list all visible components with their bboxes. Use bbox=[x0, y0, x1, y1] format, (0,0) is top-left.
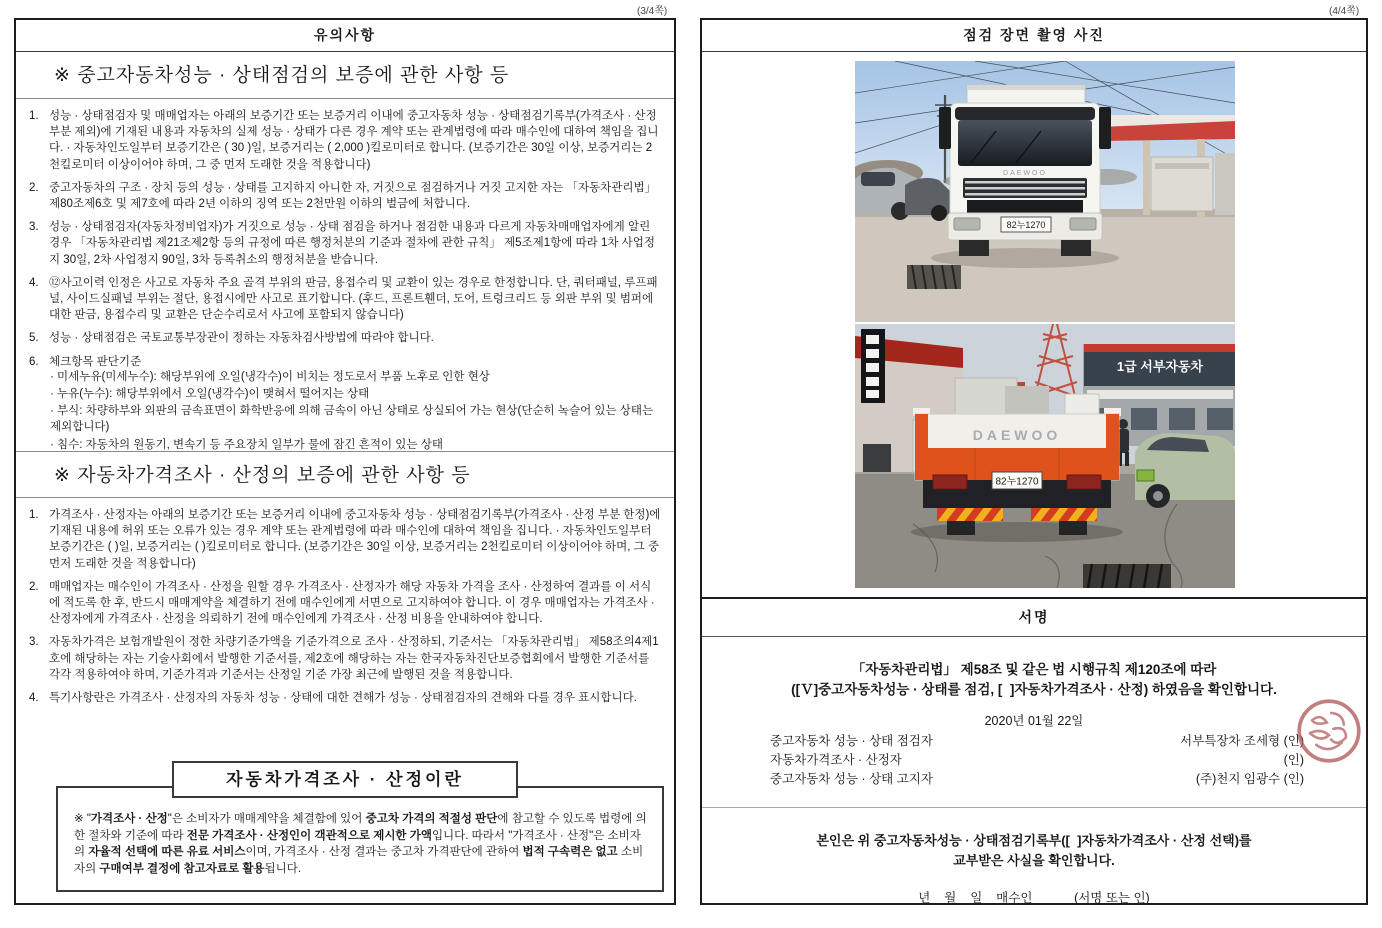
signer-row-inspector bbox=[702, 732, 1366, 751]
signer-name: (주)천지 임광수 (인) bbox=[1195, 772, 1304, 786]
criteria-item: · 누유(누수): 해당부위에서 오일(냉각수)이 맺혀서 떨어지는 상태 bbox=[50, 388, 370, 401]
item-text: 자동차가격은 보험개발원이 정한 차량기준가액을 기준가격으로 조사 · 산정하되, 기준서는 「자동차관리법」 제58조의4제1호에 해당하는 자는 기술사회에서 발행한 기준서를, 제2호에 해당하는 자는 한국자동차진단보증협회에서 발행한 기준서를 각각 적용하여야 하며, 기준가격과 기준서는 산정일 기준 가장 최근에 발행된 것을 적용합니다. bbox=[49, 636, 659, 681]
truck-front-photo bbox=[855, 61, 1235, 322]
signer-role: 중고자동차 성능 · 상태 고지자 bbox=[770, 772, 933, 786]
page-precautions bbox=[14, 18, 676, 905]
signature-body bbox=[702, 637, 1366, 808]
rear-wheel-right bbox=[1059, 521, 1087, 535]
item-number: 1. bbox=[29, 509, 39, 521]
inspector-seal-stamp bbox=[1295, 697, 1363, 765]
item-text: 성능 · 상태점검은 국토교통부장관이 정하는 자동차검사방법에 따라야 합니다. bbox=[49, 332, 434, 345]
buyer-confirmation bbox=[702, 808, 1366, 906]
price-item-2 bbox=[26, 579, 662, 628]
info-box-body: ※ "가격조사 · 산정"은 소비자가 매매계약을 체결함에 있어 중고차 가격의 적절성 판단에 참고할 수 있도록 법령에 의한 절차와 기준에 따라 전문 가격조사 · 산정인이 객관적으로 제시한 가액입니다. 따라서 "가격조사 · 산정"은 소비자의 자율적 선택에 따른 유료 서비스이며, 가격조사 · 산정 결과는 중고차 가격판단에 관하여 법적 구속력은 없고 소비자의 구매여부 결정에 참고자료로 활용됩니다. bbox=[56, 786, 664, 892]
tail-light-left bbox=[933, 475, 967, 489]
bed-brand-text: DAEWOO bbox=[972, 427, 1062, 443]
green-suv bbox=[1135, 433, 1235, 508]
front-wheel-right bbox=[1061, 240, 1091, 256]
notice-item-2 bbox=[26, 180, 662, 212]
left-headlight bbox=[954, 218, 980, 230]
signer-rows bbox=[702, 732, 1366, 789]
notice-item-5 bbox=[26, 330, 662, 346]
front-brand-text: DAEWOO bbox=[1003, 170, 1047, 177]
signer-row-notifier bbox=[702, 770, 1366, 789]
right-headlight bbox=[1070, 218, 1096, 230]
signer-row-appraiser bbox=[702, 751, 1366, 770]
notice-item-1 bbox=[26, 108, 662, 173]
item-text: 가격조사 · 산정자는 아래의 보증기간 또는 보증거리 이내에 중고자동차 성능 · 상태점검기록부(가격조사 · 산정 부분 한정)에 기재된 내용에 허위 또는 오류가 있는 경우 계약 또는 관계법령에 따라 매수인에 대하여 책임을 집니다. · 자동차인도일부터 보증기간은 ( )일, 보증거리는 ( )킬로미터로 합니다. (보증기간은 30일 이상, 보증거리는 2천킬로미터 이상이어야 하며, 그 중 먼저 도래한 것을 적용합니다) bbox=[49, 509, 661, 570]
front-license-plate-text: 82누1270 bbox=[1006, 220, 1046, 230]
rear-license-plate-text: 82누1270 bbox=[995, 476, 1039, 488]
buyer-confirmation-line-1: 본인은 위 중고자동차성능 · 상태점검기록부([ ]자동차가격조사 · 산정 선택)를 bbox=[816, 833, 1252, 848]
page-number-right: (4/4쪽) bbox=[1329, 6, 1360, 17]
item-number: 4. bbox=[29, 692, 39, 705]
price-survey-info bbox=[16, 755, 674, 901]
item-number: 2. bbox=[29, 580, 39, 593]
truck-rear-photo bbox=[855, 324, 1235, 588]
signature-statement-2: ([Ｖ]중고자동차성능 · 상태를 점검, [ ]자동차가격조사 · 산정) 하였음을 확인합니다. bbox=[791, 682, 1277, 697]
item-text: 성능 · 상태점검자 및 매매업자는 아래의 보증기간 또는 보증거리 이내에 중고자동차 성능 · 상태점검기록부(가격조사 · 산정 부분 제외)에 기재된 내용과 자동차의 실제 성능 · 상태가 다른 경우 계약 또는 관계법령에 따라 매수인에 대하여 책임을 집니다. · 자동차인도일부터 보증기간은 ( 30 )일, 보증거리는 ( 2,000 )킬로미터로 합니다. (보증기간은 30일 이상, 보증거리는 2천킬로미터 이상이어야 하며, 그 중 먼저 도래한 것을 적용합니다) bbox=[49, 110, 659, 171]
item-text: 중고자동차의 구조 · 장치 등의 성능 · 상태를 고지하지 아니한 자, 거짓으로 점검하거나 거짓 고지한 자는 「자동차관리법」 제80조제6호 및 제7호에 따라 2년 이하의 징역 또는 2천만원 이하의 벌금에 처합니다. bbox=[49, 181, 657, 211]
signer-role: 자동차가격조사 · 산정자 bbox=[770, 753, 902, 767]
item-number: 1. bbox=[29, 110, 39, 122]
item-text: 체크항목 판단기준 bbox=[49, 355, 142, 368]
photo-area bbox=[702, 52, 1366, 599]
signature-date: 2020년 01월 22일 bbox=[984, 714, 1084, 728]
windshield bbox=[958, 120, 1092, 166]
buyer-confirmation-line-2: 교부받은 사실을 확인합니다. bbox=[953, 853, 1115, 868]
item-text: ⑫사고이력 인정은 사고로 자동차 주요 골격 부위의 판금, 용접수리 및 교환이 있는 경우로 한정합니다. 단, 쿼터패널, 루프패널, 사이드실패널 부위는 절단, 용접시에만 사고로 표기합니다. (후드, 프론트휀더, 도어, 트렁크리드 등 외판 부위 및 범퍼에 대한 판금, 용접수리 및 교환은 단순수리로서 사고에 포함되지 않습니다) bbox=[49, 276, 658, 322]
suv-plate bbox=[1137, 470, 1154, 481]
section2-items bbox=[16, 498, 674, 755]
drain-grate bbox=[907, 265, 961, 289]
precautions-header: 유의사항 bbox=[16, 20, 674, 52]
item-text: 매매업자는 매수인이 가격조사 · 산정을 원할 경우 가격조사 · 산정자가 해당 자동차 가격을 조사 · 산정하여 결과를 이 서식에 적도록 한 후, 반드시 매매계약을 체결하기 전에 매수인에게 서면으로 고지하여야 합니다. 이 경우 매매업자는 가격조사 · 산정자에게 가격조사 · 산정을 의뢰하기 전에 매수인에게 가격조사 · 산정 비용을 안내하여야 합니다. bbox=[49, 580, 655, 626]
drain-grate-2 bbox=[1083, 564, 1171, 588]
price-item-3 bbox=[26, 634, 662, 683]
criteria-item: · 부식: 차량하부와 외판의 금속표면이 화학반응에 의해 금속이 아닌 상태로 상실되어 가는 현상(단순히 녹슬어 있는 상태는 제외합니다) bbox=[50, 405, 654, 434]
item-number: 6. bbox=[29, 355, 39, 368]
price-item-4 bbox=[26, 690, 662, 706]
notice-item-3 bbox=[26, 219, 662, 268]
info-box-title: 자동차가격조사 · 산정이란 bbox=[172, 761, 518, 798]
item-number: 2. bbox=[29, 181, 39, 194]
rear-wheel-left bbox=[947, 521, 975, 535]
section2-title: ※ 자동차가격조사 · 산정의 보증에 관한 사항 등 bbox=[16, 451, 674, 498]
item-text: 성능 · 상태점검자(자동차정비업자)가 거짓으로 성능 · 상태 점검을 하거나 점검한 내용과 다르게 자동차매매업자에게 알린 경우 「자동차관리법 제21조제2항 등의 규정에 따른 행정처분의 기준과 절차에 관한 규칙」 제5조제1항에 따라 1차 사업정지 30일, 2차 사업정지 90일, 3차 등록취소의 행정처분을 받습니다. bbox=[49, 221, 656, 266]
item-number: 3. bbox=[29, 221, 39, 234]
notice-item-6 bbox=[26, 354, 662, 370]
section1-items bbox=[16, 99, 674, 451]
criteria-item: · 미세누유(미세누수): 해당부위에 오일(냉각수)이 비치는 정도로서 부품 노후로 인한 현상 bbox=[50, 370, 490, 383]
signature-header: 서명 bbox=[702, 599, 1366, 637]
signature-statement-1: 「자동차관리법」 제58조 및 같은 법 시행규칙 제120조에 따라 bbox=[851, 662, 1217, 677]
left-mirror bbox=[939, 107, 951, 149]
signer-name: (인) bbox=[1283, 753, 1304, 767]
criteria-item: · 침수: 자동차의 원동기, 변속기 등 주요장치 일부가 물에 잠긴 흔적이 있는 상태 bbox=[50, 438, 443, 451]
shop-sign-text: 1급 서부자동차 bbox=[1116, 359, 1204, 374]
item-number: 4. bbox=[29, 276, 39, 289]
buyer-signature-line: 년 월 일 매수인 (서명 또는 인) bbox=[918, 891, 1150, 905]
notice-item-4 bbox=[26, 275, 662, 324]
photos-header: 점검 장면 촬영 사진 bbox=[702, 20, 1366, 52]
item-number: 5. bbox=[29, 332, 39, 345]
page-number-left: (3/4쪽) bbox=[637, 6, 668, 17]
check-criteria-list bbox=[26, 369, 662, 451]
right-mirror bbox=[1099, 107, 1111, 149]
front-wheel-left bbox=[959, 240, 989, 256]
signer-role: 중고자동차 성능 · 상태 점검자 bbox=[770, 734, 933, 748]
item-number: 3. bbox=[29, 636, 39, 649]
price-item-1 bbox=[26, 507, 662, 572]
page-photos-signature bbox=[700, 18, 1368, 905]
tail-light-right bbox=[1067, 475, 1101, 489]
section1-title: ※ 중고자동차성능 · 상태점검의 보증에 관한 사항 등 bbox=[16, 52, 674, 99]
signer-name: 서부특장차 조세형 (인) bbox=[1180, 734, 1304, 748]
item-text: 특기사항란은 가격조사 · 산정자의 자동차 성능 · 상태에 대한 견해가 성능 · 상태점검자의 견해와 다를 경우 표시합니다. bbox=[49, 692, 637, 705]
